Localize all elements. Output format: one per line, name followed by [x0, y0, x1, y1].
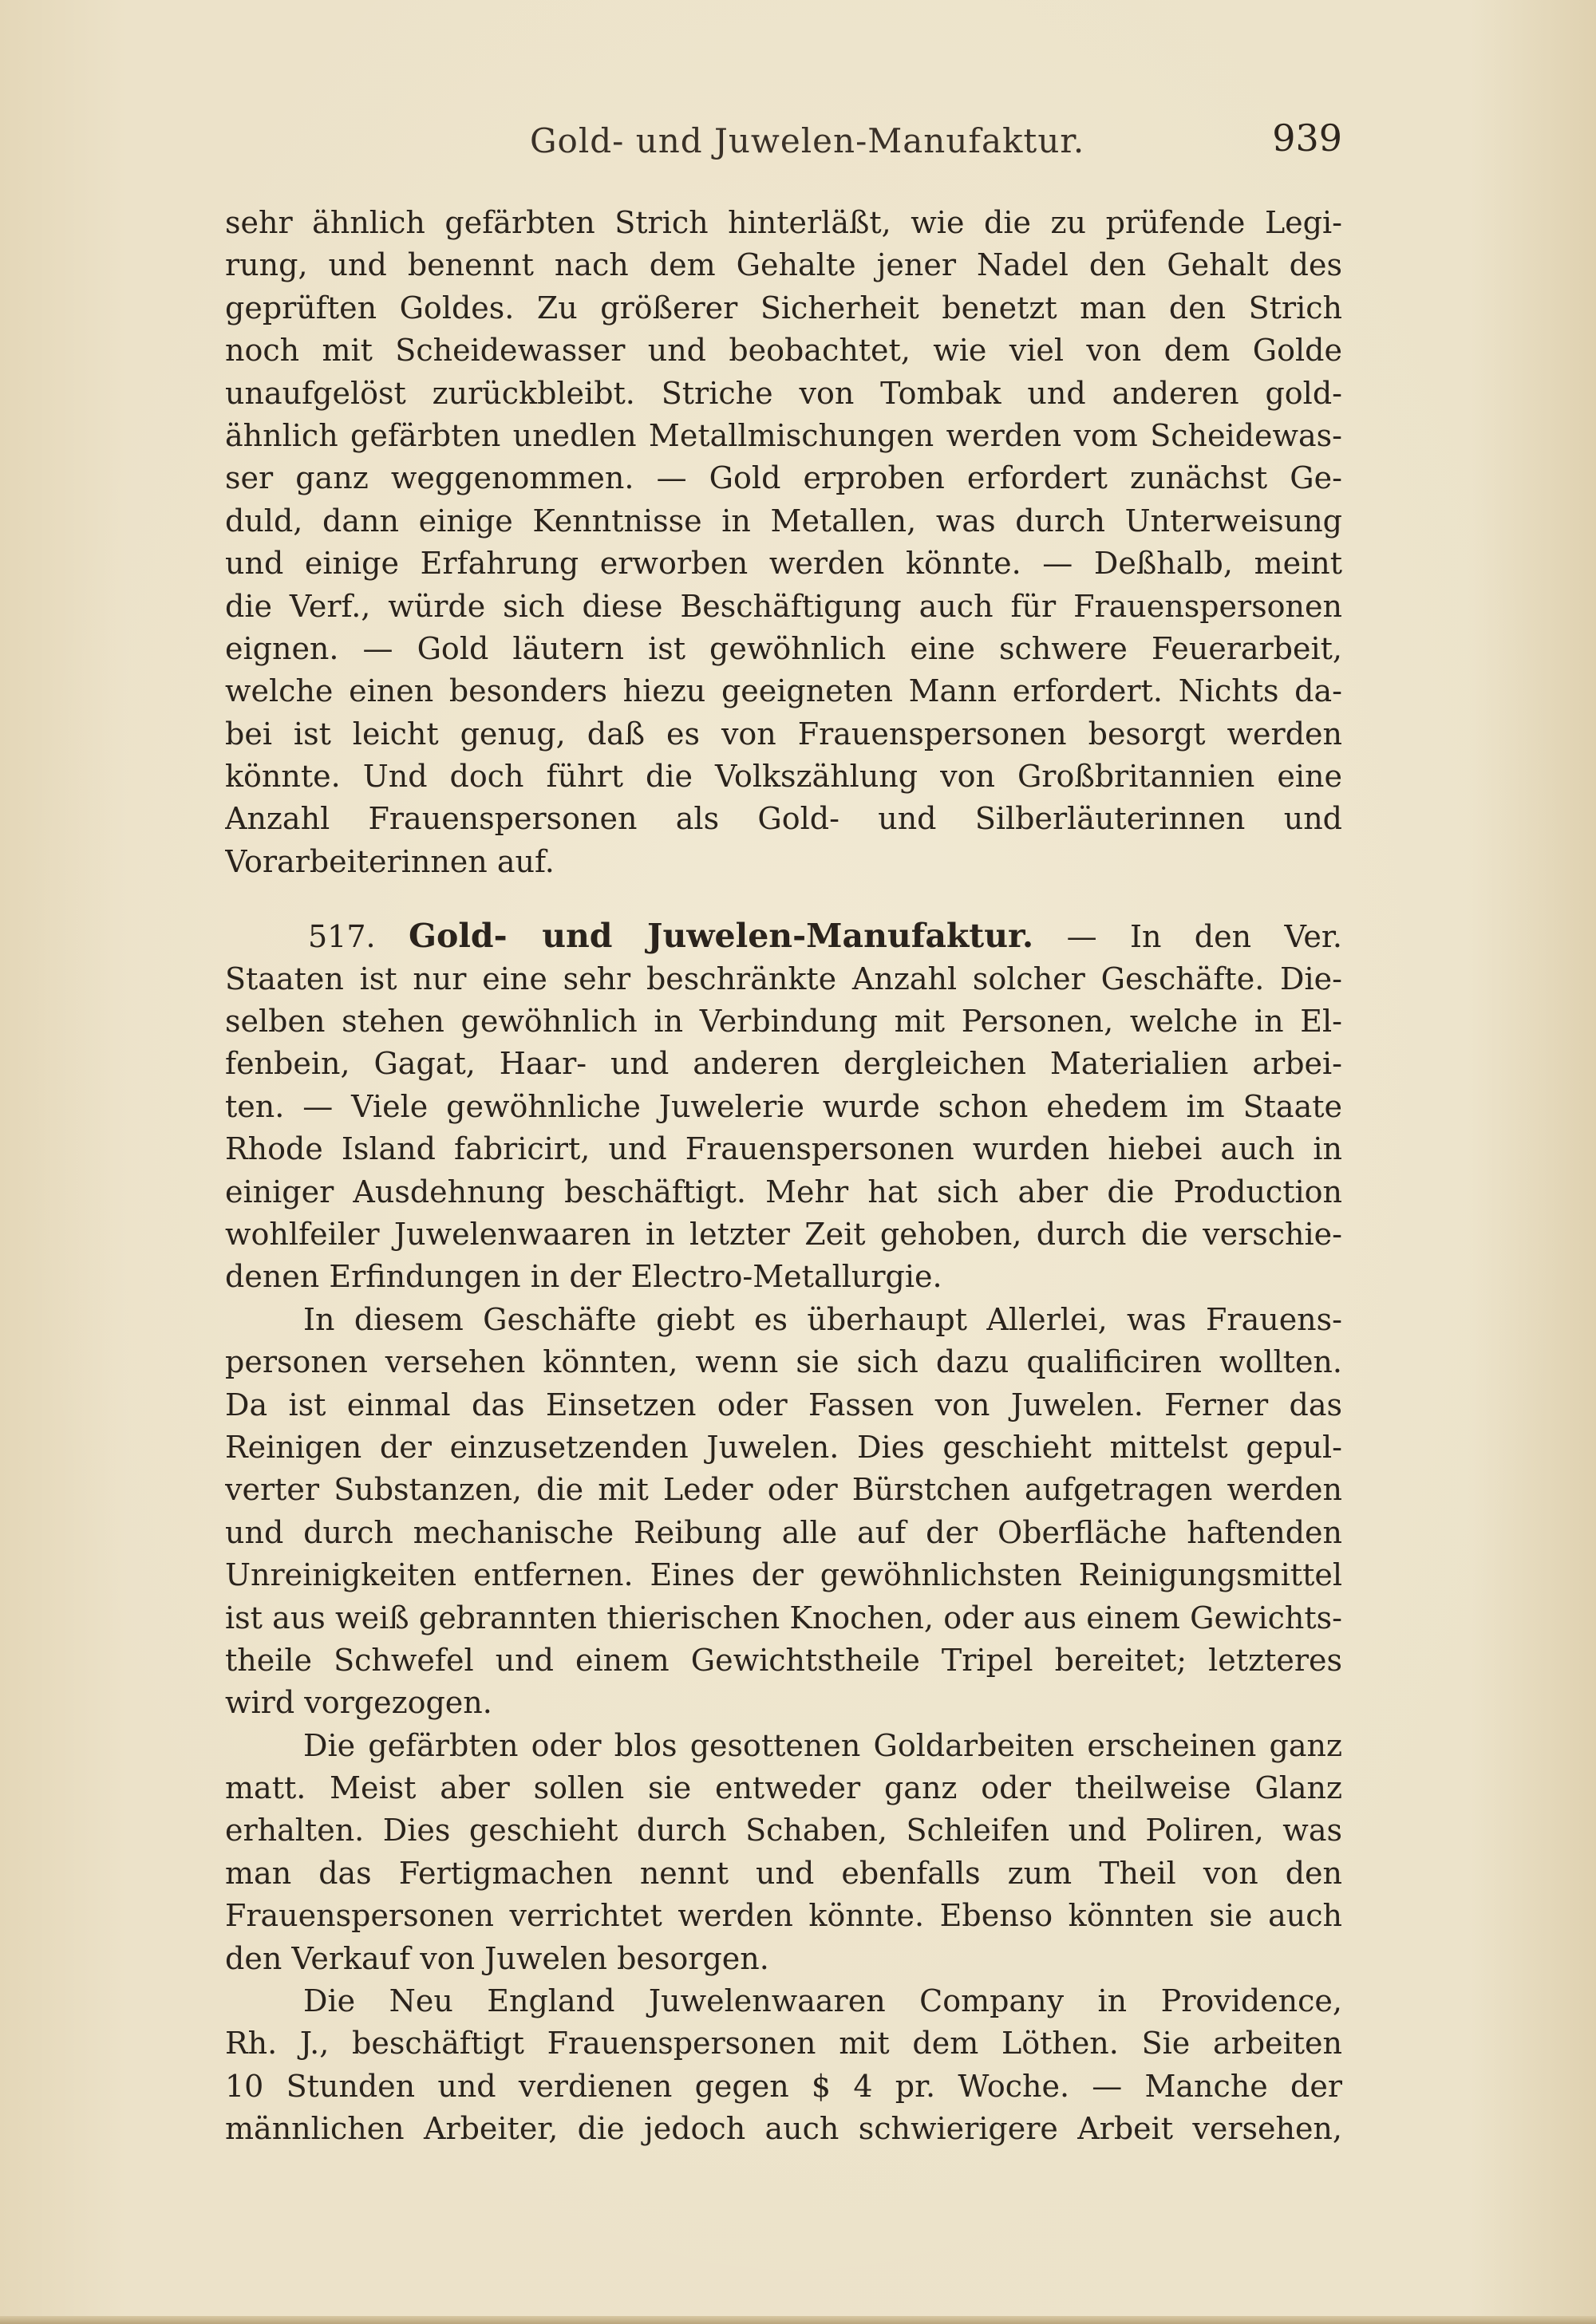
text-line: duld, dann einige Kenntnisse in Metallen, was durch Unterweisung: [225, 503, 1342, 539]
text-line: welche einen besonders hiezu geeigneten Mann erfordert. Nichts da-: [225, 673, 1342, 709]
running-head: Gold- und Juwelen-Manufaktur.: [530, 121, 1085, 160]
text-line: theile Schwefel und einem Gewichtstheile Tripel bereitet; letzteres: [225, 1642, 1342, 1678]
continued-paragraph: [225, 202, 1342, 883]
section-517: [225, 915, 1342, 2150]
section-number: 517.: [308, 919, 376, 955]
text-line: man das Fertigmachen nennt und ebenfalls zum Theil von den: [225, 1855, 1342, 1891]
text-line: wird vorgezogen.: [225, 1685, 492, 1721]
text-line: matt. Meist aber sollen sie entweder ganz oder theilweise Glanz: [225, 1770, 1342, 1806]
text-line: und einige Erfahrung erworben werden könnte. — Deßhalb, meint: [225, 546, 1342, 582]
text-line: Vorarbeiterinnen auf.: [225, 843, 555, 879]
text-line: und durch mechanische Reibung alle auf der Oberfläche haftenden: [225, 1514, 1342, 1550]
text-line: Die Neu England Juwelenwaaren Company in Providence,: [303, 1983, 1342, 2019]
text-line: noch mit Scheidewasser und beobachtet, wie viel von dem Golde: [225, 333, 1342, 369]
text-line: Staaten ist nur eine sehr beschränkte Anzahl solcher Geschäfte. Die-: [225, 961, 1342, 996]
section-divider-space: [225, 883, 1342, 915]
text-line: Frauenspersonen verrichtet werden könnte. Ebenso könnten sie auch: [225, 1898, 1342, 1934]
text-line: ähnlich gefärbten unedlen Metallmischungen werden vom Scheidewas-: [225, 417, 1342, 453]
text-line: Rh. J., beschäftigt Frauenspersonen mit dem Löthen. Sie arbeiten: [225, 2026, 1342, 2062]
text-line: Da ist einmal das Einsetzen oder Fassen von Juwelen. Ferner das: [225, 1387, 1342, 1422]
page-bottom-edge: [0, 2316, 1596, 2324]
text-line: wohlfeiler Juwelenwaaren in letzter Zeit gehoben, durch die verschie-: [225, 1216, 1342, 1252]
text-line: Rhode Island fabricirt, und Frauenspersonen wurden hiebei auch in: [225, 1131, 1342, 1167]
text-line: 10 Stunden und verdienen gegen $ 4 pr. Woche. — Manche der: [225, 2068, 1342, 2104]
text-line: Reinigen der einzusetzenden Juwelen. Dies geschieht mittelst gepul-: [225, 1429, 1342, 1465]
text-line: die Verf., würde sich diese Beschäftigung auch für Frauenspersonen: [225, 588, 1342, 624]
text-line: einiger Ausdehnung beschäftigt. Mehr hat sich aber die Production: [225, 1174, 1342, 1209]
text-line: fenbein, Gagat, Haar- und anderen dergleichen Materialien arbei-: [225, 1046, 1342, 1082]
text-line: erhalten. Dies geschieht durch Schaben, Schleifen und Poliren, was: [225, 1813, 1342, 1849]
body-text: [225, 202, 1342, 2151]
page-number: 939: [1272, 116, 1342, 160]
text-line: selben stehen gewöhnlich in Verbindung mit Personen, welche in El-: [225, 1004, 1342, 1040]
section-first-line-text: — In den Ver.: [1066, 919, 1342, 955]
text-line: verter Substanzen, die mit Leder oder Bürstchen aufgetragen werden: [225, 1472, 1342, 1508]
text-line: personen versehen könnten, wenn sie sich dazu qualificiren wollten.: [225, 1344, 1342, 1380]
text-line: Anzahl Frauenspersonen als Gold- und Silberläuterinnen und: [225, 801, 1342, 837]
text-line: ser ganz weggenommen. — Gold erproben erfordert zunächst Ge-: [225, 460, 1342, 496]
text-line: Die gefärbten oder blos gesottenen Goldarbeiten erscheinen ganz: [303, 1727, 1342, 1763]
text-line: ten. — Viele gewöhnliche Juwelerie wurde schon ehedem im Staate: [225, 1088, 1342, 1124]
text-line: In diesem Geschäfte giebt es überhaupt Allerlei, was Frauens-: [303, 1301, 1342, 1337]
text-line: denen Erfindungen in der Electro-Metallurgie.: [225, 1259, 942, 1295]
text-line: den Verkauf von Juwelen besorgen.: [225, 1940, 769, 1976]
text-line: unaufgelöst zurückbleibt. Striche von Tombak und anderen gold-: [225, 375, 1342, 411]
text-line: rung, und benennt nach dem Gehalte jener Nadel den Gehalt des: [225, 247, 1342, 283]
section-title: Gold- und Juwelen-Manufaktur.: [409, 917, 1034, 956]
text-line: sehr ähnlich gefärbten Strich hinterläßt, wie die zu prüfende Legi-: [225, 205, 1342, 240]
text-line: bei ist leicht genug, daß es von Frauenspersonen besorgt werden: [225, 716, 1342, 752]
text-line: ist aus weiß gebrannten thierischen Knochen, oder aus einem Gewichts-: [225, 1600, 1342, 1635]
text-line: männlichen Arbeiter, die jedoch auch schwierigere Arbeit versehen,: [225, 2111, 1342, 2147]
text-line: eignen. — Gold läutern ist gewöhnlich eine schwere Feuerarbeit,: [225, 630, 1342, 666]
text-line: könnte. Und doch führt die Volkszählung von Großbritannien eine: [225, 759, 1342, 795]
section-heading-line: [225, 915, 1342, 957]
text-line: Unreinigkeiten entfernen. Eines der gewöhnlichsten Reinigungsmittel: [225, 1557, 1342, 1593]
text-line: geprüften Goldes. Zu größerer Sicherheit benetzt man den Strich: [225, 290, 1342, 326]
